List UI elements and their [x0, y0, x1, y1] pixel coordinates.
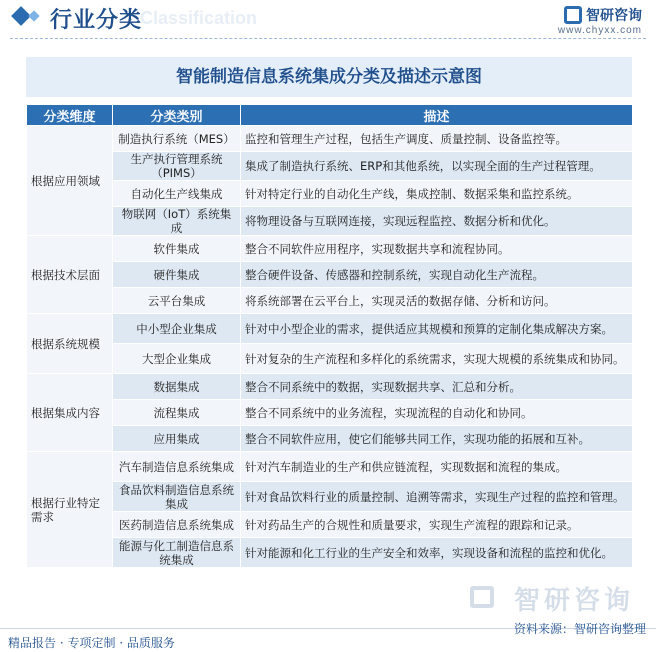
- description-cell: 针对药品生产的合规性和质量要求，实现生产流程的跟踪和记录。: [241, 512, 633, 538]
- category-cell: 流程集成: [113, 400, 241, 426]
- table-row: [27, 207, 633, 236]
- table-row: [27, 374, 633, 400]
- description-cell: 针对复杂的生产流程和多样化的系统需求，实现大规模的系统集成和协同。: [241, 344, 633, 374]
- description-cell: 针对能源和化工行业的生产安全和效率，实现设备和流程的监控和优化。: [241, 538, 633, 568]
- table-row: [27, 314, 633, 344]
- table-row: [27, 288, 633, 314]
- classification-panel: [26, 57, 632, 615]
- category-cell: 硬件集成: [113, 262, 241, 288]
- dimension-cell: 根据系统规模: [27, 314, 113, 374]
- category-cell: 应用集成: [113, 426, 241, 452]
- description-cell: 监控和管理生产过程，包括生产调度、质量控制、设备监控等。: [241, 126, 633, 152]
- category-cell: 制造执行系统（MES）: [113, 126, 241, 152]
- header-title: 行业分类: [50, 8, 143, 33]
- description-cell: 集成了制造执行系统、ERP和其他系统，以实现全面的生产过程管理。: [241, 152, 633, 181]
- description-cell: 整合不同系统中的业务流程，实现流程的自动化和协同。: [241, 400, 633, 426]
- table-row: [27, 482, 633, 512]
- header-divider: [10, 38, 646, 39]
- category-cell: 能源与化工制造信息系统集成: [113, 538, 241, 568]
- description-cell: 整合不同系统中的数据，实现数据共享、汇总和分析。: [241, 374, 633, 400]
- category-cell: 医药制造信息系统集成: [113, 512, 241, 538]
- category-cell: 大型企业集成: [113, 344, 241, 374]
- category-cell: 软件集成: [113, 236, 241, 262]
- header-title-en: Classification: [140, 8, 258, 28]
- watermark-logo-icon: [470, 586, 494, 608]
- table-row: [27, 181, 633, 207]
- table-row: [27, 236, 633, 262]
- table-header-row: [27, 105, 633, 126]
- description-cell: 将物理设备与互联网连接，实现远程监控、数据分析和优化。: [241, 207, 633, 236]
- brand-name: 智研咨询: [586, 7, 642, 24]
- table-row: [27, 126, 633, 152]
- panel-title: 智能制造信息系统集成分类及描述示意图: [26, 57, 632, 97]
- category-cell: 云平台集成: [113, 288, 241, 314]
- table-row: [27, 262, 633, 288]
- brand-logo-icon: [564, 6, 582, 24]
- diamond-small-icon: [28, 10, 39, 21]
- brand: [558, 4, 642, 36]
- description-cell: 针对中小型企业的需求，提供适应其规模和预算的定制化集成解决方案。: [241, 314, 633, 344]
- description-cell: 针对食品饮料行业的质量控制、追溯等需求，实现生产过程的监控和管理。: [241, 482, 633, 512]
- dimension-cell: 根据行业特定需求: [27, 452, 113, 568]
- table-body: [27, 126, 633, 568]
- page-footer: [0, 622, 656, 652]
- description-cell: 将系统部署在云平台上，实现灵活的数据存储、分析和访问。: [241, 288, 633, 314]
- footer-source: 资料来源：智研咨询整理: [513, 622, 646, 636]
- table-row: [27, 400, 633, 426]
- category-cell: 数据集成: [113, 374, 241, 400]
- dimension-cell: 根据应用领域: [27, 126, 113, 236]
- category-cell: 汽车制造信息系统集成: [113, 452, 241, 482]
- description-cell: 针对汽车制造业的生产和供应链流程，实现数据和流程的集成。: [241, 452, 633, 482]
- table-row: [27, 512, 633, 538]
- description-cell: 针对特定行业的自动化生产线，集成控制、数据采集和监控系统。: [241, 181, 633, 207]
- watermark-text: 智研咨询: [513, 586, 634, 616]
- table-row: [27, 344, 633, 374]
- category-cell: 食品饮料制造信息系统集成: [113, 482, 241, 512]
- header-description: 描述: [241, 105, 633, 126]
- description-cell: 整合不同软件应用，使它们能够共同工作，实现功能的拓展和互补。: [241, 426, 633, 452]
- page-header: [0, 0, 656, 36]
- description-cell: 整合不同软件应用程序，实现数据共享和流程协同。: [241, 236, 633, 262]
- classification-table: [26, 104, 633, 568]
- description-cell: 整合硬件设备、传感器和控制系统，实现自动化生产流程。: [241, 262, 633, 288]
- table-row: [27, 538, 633, 568]
- category-cell: 中小型企业集成: [113, 314, 241, 344]
- category-cell: 自动化生产线集成: [113, 181, 241, 207]
- category-cell: 物联网（IoT）系统集成: [113, 207, 241, 236]
- category-cell: 生产执行管理系统（PIMS）: [113, 152, 241, 181]
- footer-slogan: 精品报告 · 专项定制 · 品质服务: [8, 636, 175, 650]
- header-dimension: 分类维度: [27, 105, 113, 126]
- dimension-cell: 根据技术层面: [27, 236, 113, 314]
- brand-url: www.chyxx.com: [557, 24, 642, 36]
- table-row: [27, 426, 633, 452]
- table-row: [27, 152, 633, 181]
- dimension-cell: 根据集成内容: [27, 374, 113, 452]
- header-category: 分类类别: [113, 105, 241, 126]
- table-row: [27, 452, 633, 482]
